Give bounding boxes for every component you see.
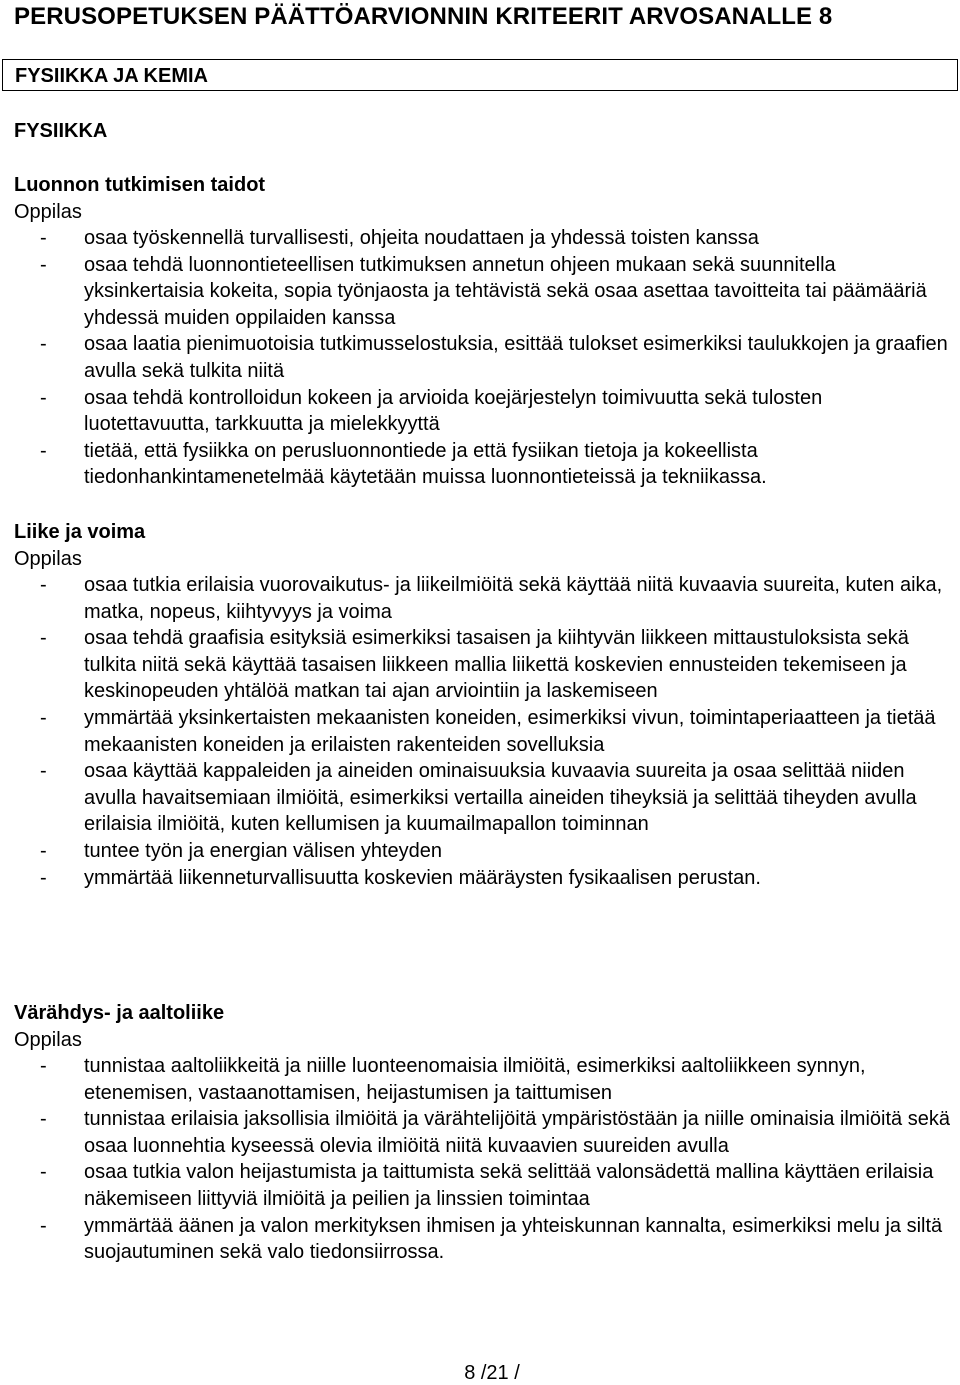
dash-bullet: - [40, 574, 47, 596]
section-title: Liike ja voima [14, 521, 146, 543]
list-item [14, 438, 958, 491]
dash-bullet: - [40, 706, 47, 729]
list-item-text: osaa tehdä luonnontieteellisen tutkimuksen annetun ohjeen mukaan sekä suunnitella yksinkertaisia kokeita, sopia työnjaosta ja tehtävistä sekä osaa asettaa tavoitteita tai päämääriä yhdessä muiden oppilaiden kanssa [84, 253, 927, 329]
list-item-text: ymmärtää yksinkertaisten mekaanisten koneiden, esimerkiksi vivun, toimintaperiaatteen ja tietää mekaanisten koneiden ja erilaisten rakenteiden sovelluksia [84, 706, 936, 756]
section-subtitle: Oppilas [14, 200, 82, 223]
dash-bullet: - [40, 439, 47, 462]
dash-bullet: - [40, 627, 47, 650]
section-title: Värähdys- ja aaltoliike [14, 1002, 225, 1024]
section-luonnon-tutkimisen-taidot [14, 172, 958, 491]
list-item [14, 1159, 958, 1212]
list-item-text: osaa tutkia erilaisia vuorovaikutus- ja liikeilmiöitä sekä käyttää niitä kuvaavia suureita, kuten aika, matka, nopeus, kiihtyvyys ja voima [84, 574, 943, 623]
dash-bullet: - [40, 386, 47, 409]
dash-bullet: - [40, 1108, 47, 1131]
section-title: Luonnon tutkimisen taidot [14, 174, 266, 196]
list-item-text: osaa tehdä kontrolloidun kokeen ja arvioida koejärjestelyn toimivuutta sekä tulosten luotettavuutta, tarkkuutta ja mielekkyyttä [84, 386, 823, 436]
list-item-text: osaa laatia pienimuotoisia tutkimusselostuksia, esittää tulokset esimerkiksi taulukkojen ja graafien avulla sekä tulkita niitä [84, 333, 948, 382]
dash-bullet: - [40, 253, 47, 276]
dash-bullet: - [40, 333, 47, 356]
list-item [14, 385, 958, 438]
dash-bullet: - [40, 1161, 47, 1184]
list-item [14, 1213, 958, 1266]
list-item-text: osaa käyttää kappaleiden ja aineiden ominaisuuksia kuvaavia suureita ja osaa selittää niiden avulla havaitsemiaan ilmiöitä, esimerkiksi vertailla aineiden tiheyksiä ja selittää tiheyden avulla erilaisia ilmiöitä, kuten kellumisen ja kuumailmapallon toiminnan [84, 760, 917, 836]
criteria-list [14, 1053, 958, 1266]
criteria-list [14, 572, 958, 891]
list-item-text: tuntee työn ja energian välisen yhteyden [84, 839, 443, 862]
list-item-text: osaa tehdä graafisia esityksiä esimerkiksi tasaisen ja kiihtyvän liikkeen mittaustuloksista sekä tulkita niitä sekä käyttää tasaisen liikkeen mallia liikettä koskevien ennusteiden tekemiseen ja keskinopeuden yhtälöä matkan tai ajan arviointiin ja laskemiseen [84, 627, 909, 703]
dash-bullet: - [40, 1214, 47, 1237]
list-item-text: osaa työskennellä turvallisesti, ohjeita noudattaen ja yhdessä toisten kanssa [84, 227, 759, 249]
section-subtitle: Oppilas [14, 1028, 82, 1051]
list-item [14, 252, 958, 332]
dash-bullet: - [40, 1055, 47, 1077]
list-item [14, 1106, 958, 1159]
list-item [14, 1053, 958, 1106]
list-item [14, 838, 958, 865]
list-item-text: tietää, että fysiikka on perusluonnontiede ja että fysiikan tietoja ja kokeellista tiedonhankintamenetelmää käytetään muissa luonnontieteissä ja tekniikassa. [84, 439, 767, 489]
page-title: PERUSOPETUKSEN PÄÄTTÖARVIONNIN KRITEERIT ARVOSANALLE 8 [14, 3, 833, 30]
list-item [14, 705, 958, 758]
list-item [14, 865, 958, 892]
list-item-text: tunnistaa aaltoliikkeitä ja niille luonteenomaisia ilmiöitä, esimerkiksi aaltoliikkeen synnyn, etenemisen, vastaanottamisen, heijastumisen ja taittumisen [84, 1055, 866, 1104]
list-item [14, 572, 958, 625]
criteria-list [14, 225, 958, 491]
list-item [14, 625, 958, 705]
list-item-text: ymmärtää liikenneturvallisuutta koskevien määräysten fysikaalisen perustan. [84, 866, 761, 889]
list-item-text: osaa tutkia valon heijastumista ja taittumista sekä selittää valonsädettä mallina käyttäen erilaisia näkemiseen liittyviä ilmiöitä ja peilien ja linssien toimintaa [84, 1161, 934, 1210]
boxed-heading-label: FYSIIKKA JA KEMIA [15, 65, 208, 87]
subject-heading: FYSIIKKA [14, 120, 108, 142]
list-item [14, 331, 958, 384]
section-varahdys-ja-aaltoliike [14, 1000, 958, 1266]
list-item [14, 758, 958, 838]
list-item [14, 225, 958, 252]
section-subtitle: Oppilas [14, 547, 82, 570]
page-number: 8 /21 / [464, 1362, 520, 1384]
list-item-text: ymmärtää äänen ja valon merkityksen ihmisen ja yhteiskunnan kannalta, esimerkiksi melu ja siltä suojautuminen sekä valo tiedonsiirrossa. [84, 1214, 943, 1264]
section-liike-ja-voima [14, 519, 958, 891]
dash-bullet: - [40, 227, 47, 249]
dash-bullet: - [40, 866, 47, 889]
list-item-text: tunnistaa erilaisia jaksollisia ilmiöitä ja värähtelijöitä ympäristöstään ja niille ominaisia ilmiöitä sekä osaa luonnehtia kyseessä olevia ilmiöitä niitä kuvaavien suureiden avulla [84, 1108, 950, 1157]
boxed-heading [2, 59, 958, 91]
dash-bullet: - [40, 839, 47, 862]
dash-bullet: - [40, 760, 47, 783]
